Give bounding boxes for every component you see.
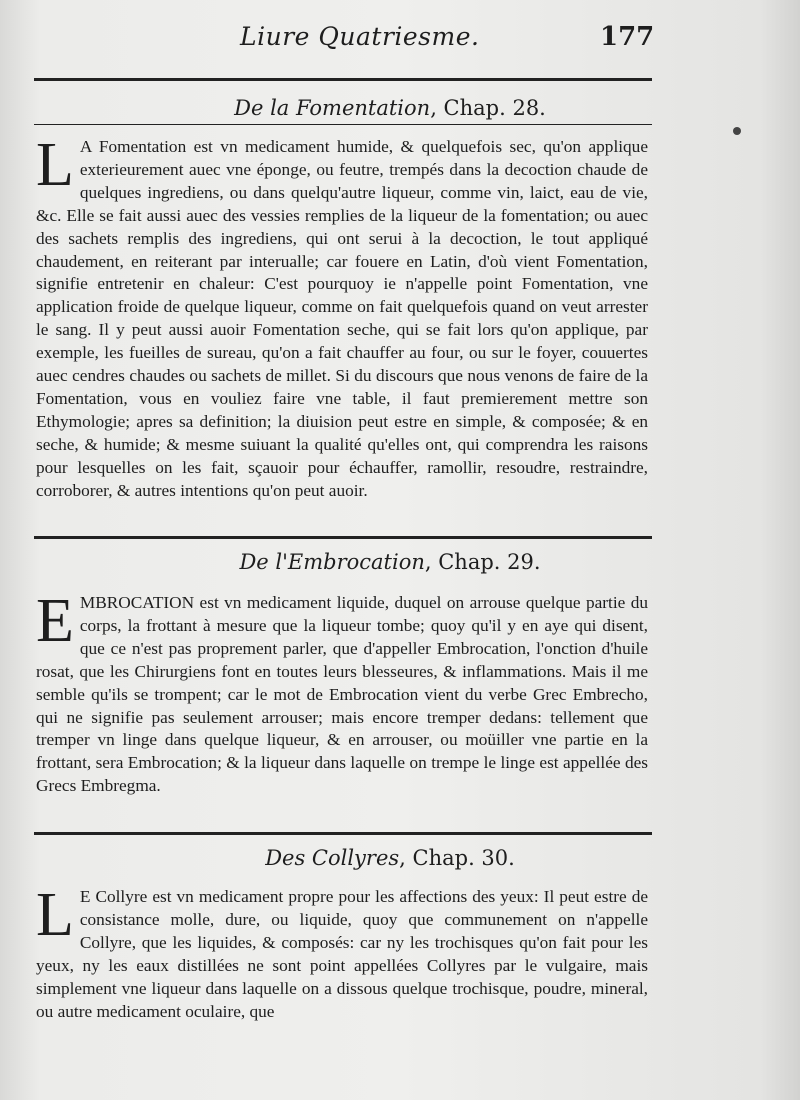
chapter-title: Des Collyres <box>265 846 400 870</box>
chapter-heading-28 <box>0 96 790 120</box>
paragraph-text: E Collyre est vn medicament propre pour les affections des yeux: Il peut estre de consistance molle, dure, ou liquide, quoy que communement on n'appelle Collyre, que les liquides, & composés: car ny les trochisques qu'on fait pour les yeux, ny les eaux distillées ne sont point appellées Collyres par le vulgaire, mais simplement vne liqueur dans laquelle on a dissous quelque trochisque, poudre, mineral, ou autre medicament oculaire, que <box>36 887 648 1021</box>
chapter-number: , Chap. 29. <box>424 550 541 574</box>
dropcap: L <box>36 131 74 199</box>
chapter-body-28 <box>36 131 648 503</box>
paragraph-text: A Fomentation est vn medicament humide, & quelquefois sec, qu'on applique exterieurement auec vne éponge, ou feutre, trempés dans la decoction chaude de quelques ingrediens, ou dans quelqu'autre liqueur, comme vin, laict, eau de vie, &c. Elle se fait aussi auec des vessies remplies de la liqueur de la fomentation; ou auec des sachets remplis des ingrediens, qui ont serui à la decoction, le tout appliqué chaudement, en reiterant par interualle; car fouere en Latin, d'où vient Fomentation, signifie entretenir en chaleur: C'est pourquoy ie n'appelle point Fomentation, vne application froide de quelque liqueur, comme on fait quelquefois quand on veut arrester le sang. Il y peut aussi auoir Fomentation seche, qui se fait lors qu'on applique, par exemple, les fueilles de sureau, qu'on a fait chauffer au four, ou sur le foyer, couuertes auec cendres chaudes ou sachets de millet. Si du discours que nous venons de faire de la Fomentation, vous en vouliez faire vne table, il faut premierement mettre son Ethymologie; apres sa definition; la diuision peut estre en simple, & composée; & en seche, & humide; & mesme suiuant la qualité qu'elles ont, qui comprendra les raisons pour lesquelles on les fait, sçauoir pour échauffer, ramollir, resoudre, restraindre, corroborer, & autres intentions qu'on peut auoir. <box>36 137 648 500</box>
chapter-title: De la Fomentation <box>234 96 431 120</box>
chapter-body-30 <box>36 881 648 1023</box>
chapter-heading-30 <box>0 846 790 870</box>
ink-spot <box>733 127 741 135</box>
dropcap: E <box>36 587 74 655</box>
chapter-number: , Chap. 28. <box>430 96 546 120</box>
section-divider-rule <box>34 536 652 539</box>
chapter-heading-29 <box>0 550 790 574</box>
running-head <box>0 20 800 60</box>
page-number: 177 <box>600 22 655 52</box>
chapter-number: , Chap. 30. <box>399 846 515 870</box>
section-divider-rule <box>34 832 652 835</box>
dropcap: L <box>36 881 74 949</box>
chapter-title: De l'Embrocation <box>239 550 425 574</box>
running-title: Liure Quatriesme. <box>240 22 480 51</box>
paragraph-text: MBROCATION est vn medicament liquide, duquel on arrouse quelque partie du corps, la frottant à mesure que la liqueur tombe; quoy qu'il y en aye qui disent, que ce n'est pas proprement parler, que d'appeller Embrocation, l'onction d'huile rosat, que les Chirurgiens font en toutes leurs blesseures, & inflammations. Mais il me semble qu'ils se trompent; car le mot de Embrocation vient du verbe Grec Embrecho, qui ne signifie pas seulement arrouser; mais encore tremper dedans: tellement que tremper vn linge dans quelque liqueur, & en arrouser, ou moüiller vne partie en la frottant, sera Embrocation; & la liqueur dans laquelle on trempe le linge est appellée des Grecs Embregma. <box>36 593 648 796</box>
chapter-rule <box>34 124 652 125</box>
top-rule <box>34 78 652 81</box>
chapter-body-29 <box>36 587 648 798</box>
